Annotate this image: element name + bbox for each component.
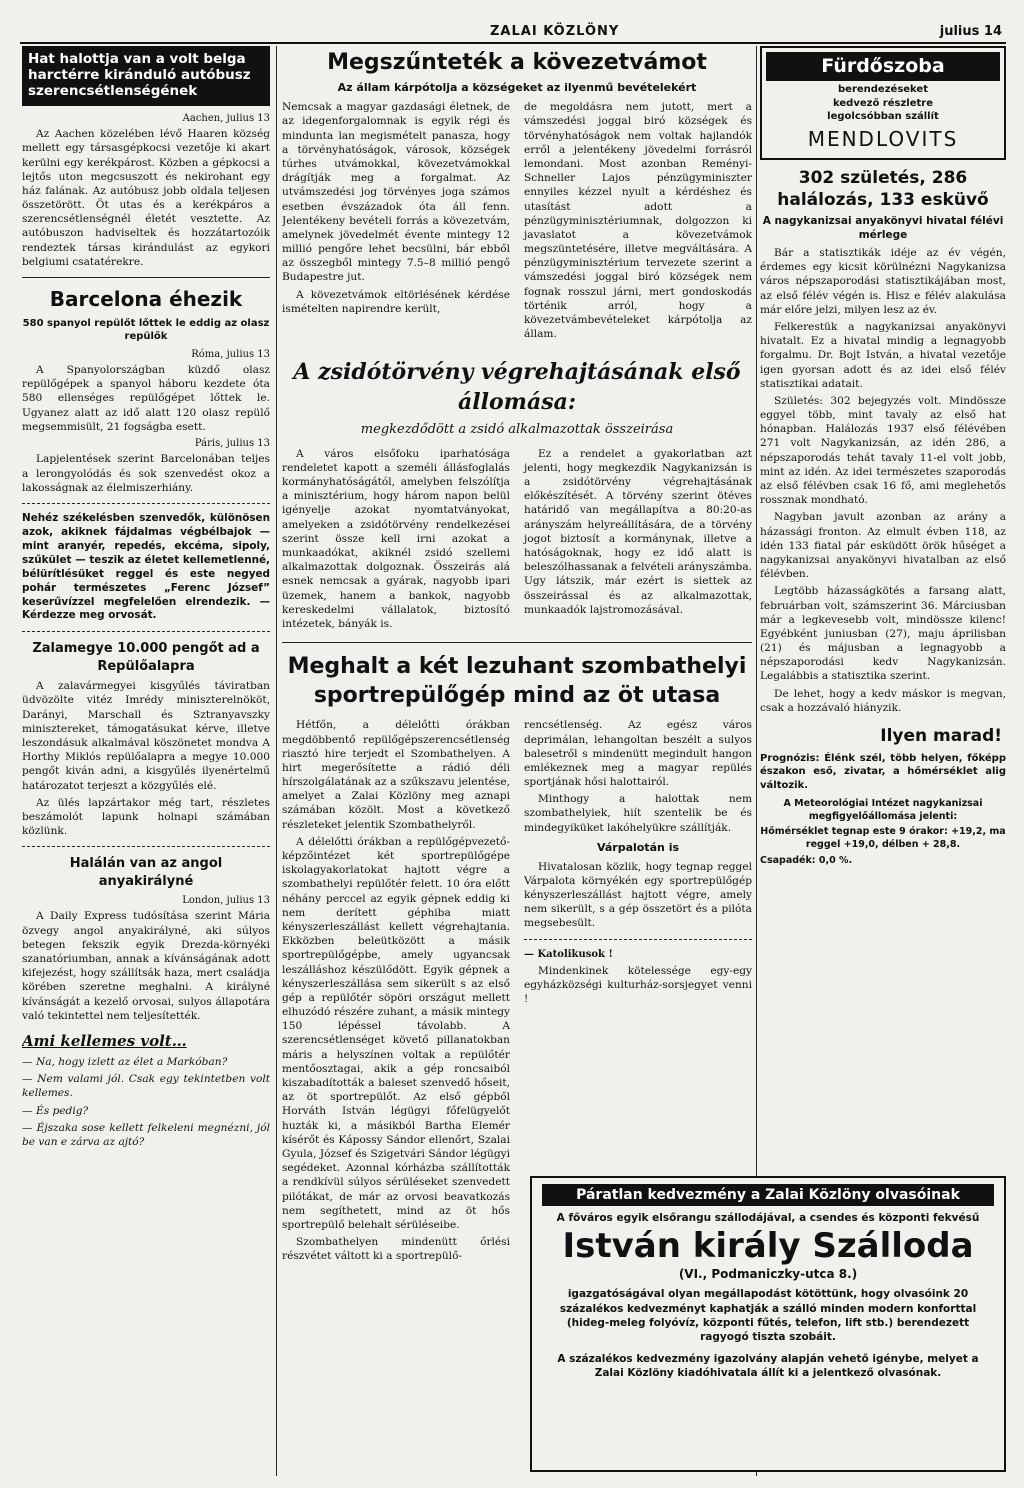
- article-zala-county-body: A zalavármegyei kisgyűlés táviratban üdvözölte vitéz Imrédy miniszterelnököt, Darányi, Marschall és Sztranyavszky minisztereket, támogatásukat kérve, illetve leszondásuk alkalmával köszönetet mondva A Horthy Miklós repülőalapra a megye 10.000 pengőt kiván adni, a kisgyűlés ilyenértelmű határozatot terjeszt a közgyűlés elé.: [22, 680, 270, 792]
- masthead-date: julius 14: [939, 24, 1002, 39]
- article-jewish-law-text-right: Ez a rendelet a gyakorlatban azt jelenti, hogy megkezdik Nagykanizsán is a zsidótörvény végrehajtásának előkészítését. A törvény szerint ötéves határidő van megállapítva a 80:20-as arányszám helyreállítására, de a törvény jogot biztosít a kormánynak, illetve a hatóságoknak, hogy ez idő alatt is beleszólhassanak a felvételi arányszámba. Ugy látszik, már ezért is siettek az összeirással és az alkalmazottak, munkaadók lajstromozásával.: [524, 447, 752, 616]
- advertisement-bitter-water: Nehéz székelésben szenvedők, különösen azok, akiknek fájdalmas végbélbajok — mint aranyér, repedés, ekcéma, sipoly, szűkület — teszik az életet kellemetlenné, bélürítlésüket reggel és este negyed pohár természetes „Ferenc József” keserűvízzel megfelelően elrendezik. — Kérdezze meg orvosát.: [22, 511, 270, 622]
- article-plane-crash-title: Meghalt a két lezuhant szombathelyi sportrepülőgép mind az öt utasa: [287, 654, 747, 708]
- article-barcelona-dateline-rome: Róma, julius 13: [191, 348, 270, 360]
- article-zala-county-title: Zalamegye 10.000 pengőt ad a Repülőalapra: [32, 641, 260, 674]
- article-registry-text: Születés: 302 bejegyzés volt. Mindössze eggyel több, mint tavaly az első hat hónapban. Halálozás 1937 első félévében 271 volt Nagykanizsán, az idén 286, a népszaporodás tehát tavaly 11-el volt jobb, mint az idén. Az idei természetes szaporodás az első félévben csak 16 fő, ami meglehetős rossznak mondható.: [760, 394, 1006, 507]
- advertisement-hotel: [530, 1176, 1006, 1472]
- divider: [524, 939, 752, 940]
- weather-temperatures: Hőmérséklet tegnap este 9 órakor: +19,2, ma reggel +19,0, délben + 28,8.: [760, 826, 1006, 851]
- article-queen-mother-dateline: London, julius 13: [182, 895, 270, 907]
- column-rule-left: [276, 46, 277, 1476]
- article-toll-text-left-2: A kövezetvámok eltörlésének kérdése ismételten napirendre került,: [282, 288, 510, 315]
- divider: [22, 631, 270, 632]
- article-plane-crash-text: Minthogy a halottak nem szombathelyiek, hiít szentelik be és mindegyiküket lakóhelyükre szállítják.: [524, 793, 752, 834]
- masthead-paper-name: ZALAI KÖZLÖNY: [490, 24, 620, 39]
- article-plane-crash-text: rencsétlenség. Az egész város deprimálan, lehangoltan beszélt a sulyos balesetről s mindenütt megindult hangon emlékeznek meg a magyar repülés sportjának hősi halottairól.: [524, 719, 752, 789]
- advertisement-hotel-body: igazgatóságával olyan megállapodást kötöttünk, hogy olvasóink 20 százalékos kedvezményt kaphatják a szálló minden modern konforttal (hideg-meleg folyóvíz, központi fűtés, telefon, lift stb.) berendezett ragyogó tiszta szobáit.: [559, 1288, 977, 1343]
- advertisement-hotel-title: Páratlan kedvezmény a Zalai Közlöny olvasóinak: [542, 1184, 994, 1206]
- article-queen-mother-title: Halálán van az angol anyakirályné: [69, 856, 223, 889]
- article-registry-text: De lehet, hogy a kedv máskor is megvan, csak a hozzávaló hiányzik.: [760, 687, 1006, 714]
- article-registry-text: Bár a statisztikák idéje az év végén, érdemes egy kicsit körülnézni Nagykanizsa város népszaporodási statisztikájában most, az első félév végén is. Hisz e félév alakulása már előre jelzi, milyen lesz az év.: [760, 247, 1006, 316]
- article-bus-crash-dateline: Aachen, julius 13: [182, 112, 270, 124]
- anecdote-title: Ami kellemes volt…: [22, 1031, 187, 1050]
- article-registry-text: Nagyban javult azonban az arány a házassági fronton. Az elmult évben 118, az idén 133 fiatal pár esküdött örök hűséget a nagykanizsai anyakönyvi hivatalban az első félévben.: [760, 511, 1006, 581]
- article-queen-mother-body: A Daily Express tudósítása szerint Mária özvegy angol anyakirályné, aki súlyos betegen fekszik egyik Drezda-környéki szanatóriumban, annak a kívánságának adott kifejezést, hogy szállítsák haza, mert családja körében szeretne meghalni. A királyné kívánságát a kezelő orvosai, sulyos állapotára való tekintettel nem teljesítették.: [22, 910, 270, 1022]
- divider: [22, 846, 270, 847]
- article-bus-crash-title: Hat halottja van a volt belga harctérre kiránduló autóbusz szerencsétlenségének: [22, 46, 270, 106]
- article-bus-crash-body: Az Aachen közelében lévő Haaren község mellett egy társasgépkocsi vezetője ki akart kerülni egy kerékpárost. Közben a gépkocsi a lejtős uton megcsuszott és nekirohant egy ház falának. Az autóbusz jobb oldala teljesen összetörött. Öt utas és a kerékpáros a szerencsétlenségnél életét vesztette. Az autóbuszon hadviseltek és hozzátartozóik rendeztek társas kirándulást az egykori belgiumi csatatérekre.: [22, 128, 270, 268]
- article-plane-crash-text: Szombathelyen mindenütt őrlési részvétet váltott ki a sportrepülő-: [282, 1236, 510, 1263]
- advertisement-bathroom-line: kedvező részletre: [833, 97, 933, 109]
- article-barcelona-title: Barcelona éhezik: [49, 287, 243, 312]
- article-jewish-law-subtitle: megkezdődött a zsidó alkalmazottak összeirása: [360, 422, 674, 438]
- anecdote-line: — Éjszaka sose kellett felkeleni megnézni, jól be van e zárva az ajtó?: [22, 1121, 270, 1148]
- notice-catholics-title: — Katolikusok !: [524, 948, 613, 960]
- article-barcelona-body-paris: Lapjelentések szerint Barcelonában teljes a lerongyolódás és sok szenvedést okoz a lakosságnak az élelmiszerhiány.: [22, 453, 270, 494]
- anecdote-dialog: [22, 1055, 270, 1149]
- advertisement-bathroom-company: MENDLOVITS: [807, 126, 959, 151]
- article-jewish-law-text-left: A város elsőfoku iparhatósága rendeletet kapott a személi állásfoglalás kormányhatóságától, amelyben felszólítja a minisztérium, hogy három napon belül igényelje azokat nyomtatványokat, amelyeken a zsidótörvény rendelkezései szerint össze kell irni azokat a munkaadókat, akiknél zsidó szellemi alkalmazottak dolgoznak. Összeirás alá esnek nemcsak a gyárak, nagyobb ipari üzemek, hanem a bankok, nagyobb kereskedelmi vállalatok, biztosító intézetek, bányák is.: [282, 447, 510, 630]
- article-registry-subtitle: A nagykanizsai anyakönyvi hivatal félévi mérlege: [762, 214, 1004, 241]
- advertisement-bathroom-line: legolcsóbban szállít: [827, 111, 939, 123]
- advertisement-hotel-intro: A főváros egyik elsőrangu szállodájával, a csendes és központi fekvésű: [556, 1212, 980, 1224]
- article-varpalota-text: Hivatalosan közlik, hogy tegnap reggel Várpalota környékén egy sportrepülőgép kényszerleszállást hajtott végre, amely nem sikerült, s a gép összetört és a pilóta megsebesült.: [524, 860, 752, 930]
- article-toll-subtitle: Az állam kárpótolja a községeket az ilyenmű bevételekért: [337, 81, 697, 95]
- notice-catholics-text: Mindenkinek kötelessége egy-egy egyházközségi kulturház-sorsjegyet venni !: [524, 964, 752, 1006]
- article-barcelona-dateline-paris: Páris, julius 13: [194, 437, 270, 449]
- anecdote-line: — Nem valami jól. Csak egy tekintetben volt kellemes.: [22, 1073, 270, 1100]
- advertisement-hotel-footer: A százalékos kedvezmény igazolvány alapján vehető igénybe, melyet a Zalai Közlöny kiadóhivatala állít ki a jelentkező olvasónak.: [557, 1353, 979, 1380]
- article-toll-text-right: de megoldásra nem jutott, mert a vámszedési joggal biró községek és törvényhatóságok nem voltak hajlandók erről a jelentékeny jövedelmi forrásról lemondani. Most azonban Reményi-Schneller Lajos pénzügyminiszter ennyiles kézzel nyult a kérdéshez és utasítást adott a pénzügyminisztériumnak, dolgozzon ki javaslatot a kövezetvámok megszüntetésére, illetve megváltására. A pénzügyminisztérium tervezete szerint a vámszedési joggal biró községek nem fognak rosszul járni, mert gondoskodás történik arról, hogy a kövezetvámbevételeket kárpótolja az állam.: [524, 101, 752, 341]
- article-barcelona-body-rome: A Spanyolországban küzdő olasz repülőgépek a spanyol háboru kezdete óta 580 ellenséges repülőgépet lőttek le. Ugyanez alatt az idő alatt 120 olasz repülő megsemmisült, 21 fogságba esett.: [22, 364, 270, 433]
- article-varpalota-subtitle: Várpalotán is: [596, 840, 680, 854]
- advertisement-bathroom-title: Fürdőszoba: [766, 52, 1000, 81]
- article-plane-crash-text: A délelőtti órákban a repülőgépvezető-képzőintézet két sportrepülőgépe iskolagyakorlatokat hajtott végre a szombathelyi repülőtér felett. 10 óra előtt néhány perccel az egyik gépnek eddig ki nem derített géphiba miatt kényszerleszállást kellett végrehajtania. Ekközben beleütközött a másik sportrepülőgépbe, amely ugyancsak leszálláshoz készülődött. Egyik gépnek a kényszerleszállása sem sikerült s az első gép a repülőtér söpöri országut mellett elhuzódó részére zuhant, a másik mintegy 150 lépéssel távolabb. A szerencsétlenséget követő pillanatokban máris a helyszínen voltak a repülőtér mentőosztagai, akik a gép roncsaiból kiszabadították a baleset szenvedő hőseit, az öt sportrepülőt. Az első gépből Horváth István légügyi főfelügyelőt huzták ki, a másikból Bartha Elemér kísérőt és Kápossy Sándor ellenőrt, Szalai Gyula, József és Szigetvári Sándor légügyi segédeket. Azonnal kórházba szállították a rendkívül súlyos sérüléseket szenvedett pilótákat, de már az orvosi beavatkozás nem segíthetett, mind az öt hős sportrepülő belehalt sérüléseibe.: [282, 835, 510, 1231]
- article-barcelona-subtitle: 580 spanyol repülőt lőttek le eddig az olasz repülők: [22, 317, 270, 343]
- article-registry-title: 302 születés, 286 halálozás, 133 esküvő: [777, 168, 989, 210]
- weather-title: Ilyen marad!: [880, 726, 1002, 747]
- divider: [22, 503, 270, 504]
- article-registry-text: Legtöbb házasságkötés a farsang alatt, februárban volt, számszerint 36. Márciusban már a legkevesebb volt, mindössze kilenc! Egyébként juniusban (27), maju áprilisban (21) és májusban a legnagyobb a népszaporodási kedv Nagykanizsán. Legalábbis a statisztika szerint.: [760, 585, 1006, 683]
- article-registry-text: Felkerestük a nagykanizsai anyakönyvi hivatalt. Ez a hivatal mindig a legnagyobb forgalmu. Dr. Bojt István, a hivatal vezetője igen gyorsan adott és az idei első félév statisztikai adatait.: [760, 320, 1006, 390]
- column-left: [22, 46, 270, 1476]
- advertisement-bathroom-line: berendezéseket: [838, 84, 928, 96]
- masthead: [20, 20, 1006, 44]
- article-toll-title: Megszűnteték a kövezetvámot: [327, 50, 707, 75]
- weather-precipitation: Csapadék: 0,0 %.: [760, 854, 853, 866]
- divider: [282, 642, 752, 643]
- article-jewish-law-title: A zsidótörvény végrehajtásának első állomása:: [293, 359, 741, 415]
- article-plane-crash-text: Hétfőn, a délelőtti órákban megdöbbentő repülőgépszerencsétlenség riasztó hire terjedt el Szombathelyen. A hirt megerősítette a rádió déli hírszolgálatának az a szűkszavu jelentése, amelyet a Zalai Közlöny meg aznapi számában közölt. Most a következő részleteket jelentik Szombathelyről.: [282, 719, 510, 831]
- article-zala-county-body-2: Az ülés lapzártakor még tart, részletes beszámolót lapunk holnapi számában közlünk.: [22, 796, 270, 838]
- article-jewish-law-body: [282, 447, 752, 634]
- anecdote-line: — Na, hogy izlett az élet a Markóban?: [22, 1056, 228, 1069]
- advertisement-hotel-address: (VI., Podmaniczky-utca 8.): [678, 1267, 858, 1282]
- divider: [22, 277, 270, 278]
- advertisement-hotel-name: István király Szálloda: [562, 1226, 974, 1266]
- article-toll-text-left: Nemcsak a magyar gazdasági életnek, de az idegenforgalomnak is egyik régi és mindunta lan megismételt panasza, hogy a törvényhatóságok, városok, községek túrhes utvámokkal, kövezetvámokkal drágítják meg a forgalmat. Az utvámszedési jog törvényes joga számos esetben évszázadok óta áll fenn. Jelentékeny bevételi forrás a kövezetvám, amelynek jövedelmét évente mintegy 12 millió pengőre lehet becsülni, bár ebből az összegből mintegy 7.5–8 millió pengő Budapestre jut.: [282, 101, 510, 284]
- anecdote-line: — És pedig?: [22, 1104, 89, 1117]
- weather-forecast: Prognózis: Élénk szél, több helyen, főképp északon eső, zivatar, a hőmérséklet alig változik.: [760, 752, 1006, 791]
- article-toll-body: [282, 100, 752, 344]
- weather-station: A Meteorológiai Intézet nagykanizsai megfigyelőállomása jelenti:: [783, 797, 983, 822]
- advertisement-bathroom: [760, 46, 1006, 160]
